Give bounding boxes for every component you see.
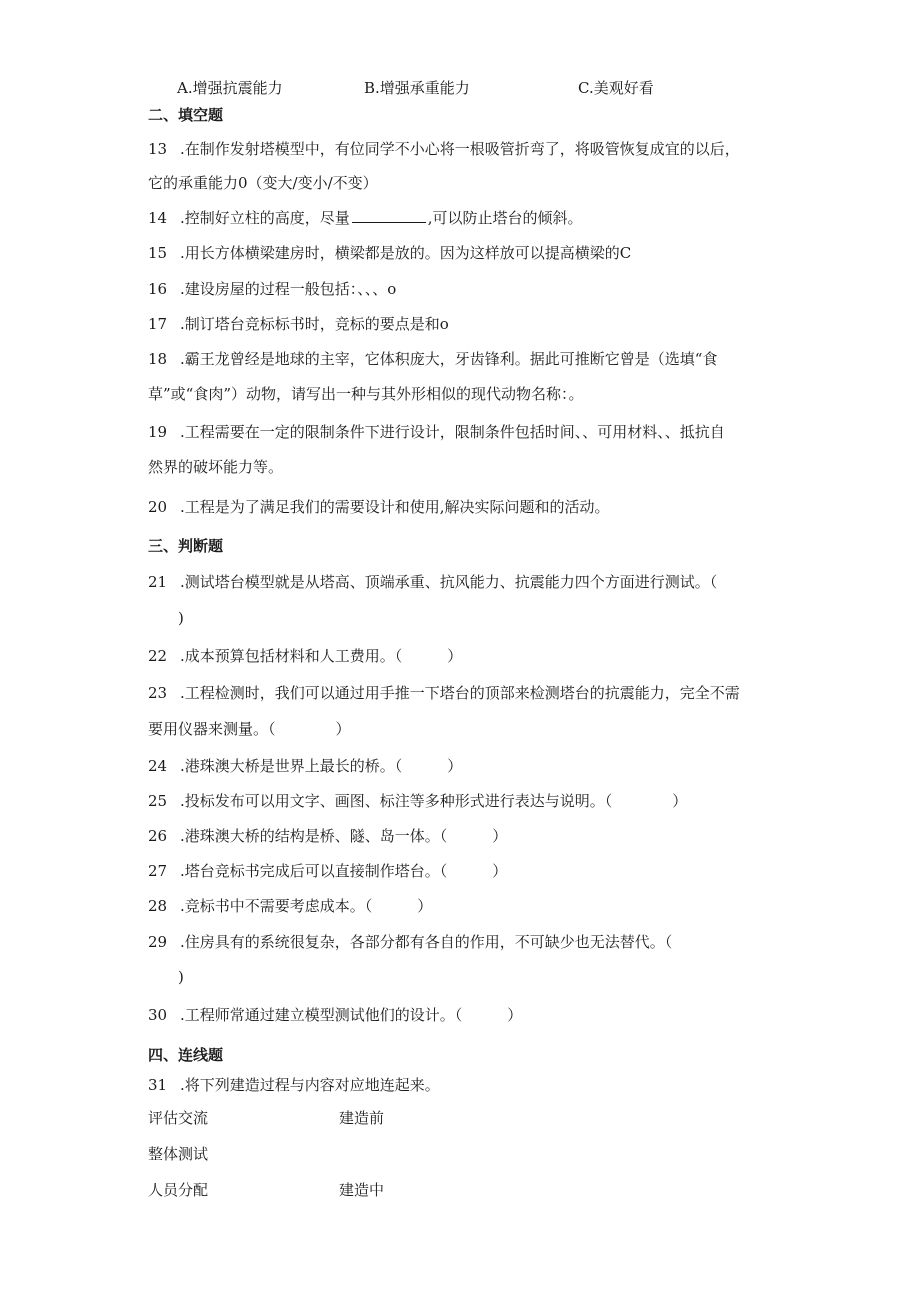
- answer-paren-close[interactable]: ): [178, 609, 184, 627]
- option-a: A.增强抗震能力: [177, 79, 283, 97]
- question-text: .在制作发射塔模型中，有位同学不小心将一根吸管折弯了，将吸管恢复成宜的以后，: [180, 140, 740, 158]
- question-23: [148, 683, 740, 703]
- match-left-item[interactable]: 整体测试: [148, 1145, 209, 1163]
- question-text: .霸王龙曾经是地球的主宰，它体积庞大，牙齿锋利。据此可推断它曾是（选填“食: [180, 350, 718, 368]
- question-number: 22: [148, 647, 168, 665]
- question-number: 18: [148, 350, 168, 368]
- question-16: [148, 279, 396, 299]
- question-text: .投标发布可以用文字、画图、标注等多种形式进行表达与说明。（ ）: [180, 792, 688, 810]
- question-28: [148, 896, 432, 916]
- question-15: [148, 243, 631, 263]
- question-text: .住房具有的系统很复杂，各部分都有各自的作用，不可缺少也无法替代。（: [180, 933, 673, 951]
- question-19-continued: 然界的破坏能力等。: [148, 458, 284, 476]
- question-number: 24: [148, 757, 168, 775]
- question-text: .工程检测时，我们可以通过用手推一下塔台的顶部来检测塔台的抗震能力，完全不需: [180, 684, 740, 702]
- question-14: [148, 208, 583, 228]
- question-text: .塔台竞标书完成后可以直接制作塔台。（ ）: [180, 862, 508, 880]
- section-heading-judge: 三、判断题: [148, 537, 224, 555]
- question-26: [148, 826, 507, 846]
- question-number: 23: [148, 684, 168, 702]
- match-left-item[interactable]: 人员分配: [148, 1181, 209, 1199]
- match-right-item[interactable]: 建造前: [339, 1109, 385, 1127]
- question-17: [148, 314, 449, 334]
- question-number: 21: [148, 573, 168, 591]
- question-text: .建设房屋的过程一般包括：、、、o: [180, 280, 397, 298]
- question-number: 16: [148, 280, 168, 298]
- match-right-item[interactable]: 建造中: [339, 1181, 385, 1199]
- question-number: 25: [148, 792, 168, 810]
- question-number: 13: [148, 140, 168, 158]
- question-text-after: ,可以防止塔台的倾斜。: [427, 209, 583, 227]
- question-text: .成本预算包括材料和人工费用。（ ）: [180, 647, 463, 665]
- question-number: 26: [148, 827, 168, 845]
- question-text: .制订塔台竞标标书时，竞标的要点是和o: [180, 315, 449, 333]
- match-left-item[interactable]: 评估交流: [148, 1109, 209, 1127]
- question-text: .竞标书中不需要考虑成本。（ ）: [180, 897, 433, 915]
- question-number: 29: [148, 933, 168, 951]
- question-22: [148, 646, 462, 666]
- question-number: 14: [148, 209, 168, 227]
- question-25: [148, 791, 687, 811]
- question-18-continued: 草”或“食肉”）动物，请写出一种与其外形相似的现代动物名称：。: [148, 385, 584, 403]
- question-number: 20: [148, 498, 168, 516]
- question-23-continued: 要用仪器来测量。（ ）: [148, 720, 351, 738]
- question-text: .港珠澳大桥是世界上最长的桥。（ ）: [180, 757, 463, 775]
- question-text: .将下列建造过程与内容对应地连起来。: [180, 1076, 440, 1094]
- option-c: C.美观好看: [578, 79, 654, 97]
- question-18: [148, 349, 717, 369]
- question-number: 17: [148, 315, 168, 333]
- section-heading-fill: 二、填空题: [148, 106, 224, 124]
- question-number: 30: [148, 1006, 168, 1024]
- answer-blank[interactable]: [352, 208, 426, 223]
- question-13: [148, 139, 740, 159]
- question-text: .港珠澳大桥的结构是桥、隧、岛一体。（ ）: [180, 827, 508, 845]
- question-29: [148, 932, 672, 952]
- question-text: .测试塔台模型就是从塔高、顶端承重、抗风能力、抗震能力四个方面进行测试。（: [180, 573, 718, 591]
- question-text: .工程需要在一定的限制条件下进行设计，限制条件包括时间、、可用材料、、抵抗自: [180, 423, 725, 441]
- question-21: [148, 572, 717, 592]
- question-text: .控制好立柱的高度，尽量: [180, 209, 350, 227]
- question-19: [148, 422, 725, 442]
- question-text: .用长方体横梁建房时，横梁都是放的。因为这样放可以提高横梁的C: [180, 244, 632, 262]
- question-number: 15: [148, 244, 168, 262]
- question-13-continued: 它的承重能力0（变大/变小/不变）: [148, 174, 378, 192]
- question-27: [148, 861, 507, 881]
- question-24: [148, 756, 462, 776]
- question-number: 28: [148, 897, 168, 915]
- question-text: .工程师常通过建立模型测试他们的设计。（ ）: [180, 1006, 523, 1024]
- question-30: [148, 1005, 522, 1025]
- question-number: 27: [148, 862, 168, 880]
- question-text: .工程是为了满足我们的需要设计和使用,解决实际问题和的活动。: [180, 498, 610, 516]
- question-number: 31: [148, 1076, 168, 1094]
- answer-paren-close[interactable]: ): [178, 968, 184, 986]
- question-20: [148, 497, 610, 517]
- section-heading-match: 四、连线题: [148, 1046, 224, 1064]
- question-number: 19: [148, 423, 168, 441]
- option-b: B.增强承重能力: [364, 79, 470, 97]
- question-31: [148, 1075, 440, 1095]
